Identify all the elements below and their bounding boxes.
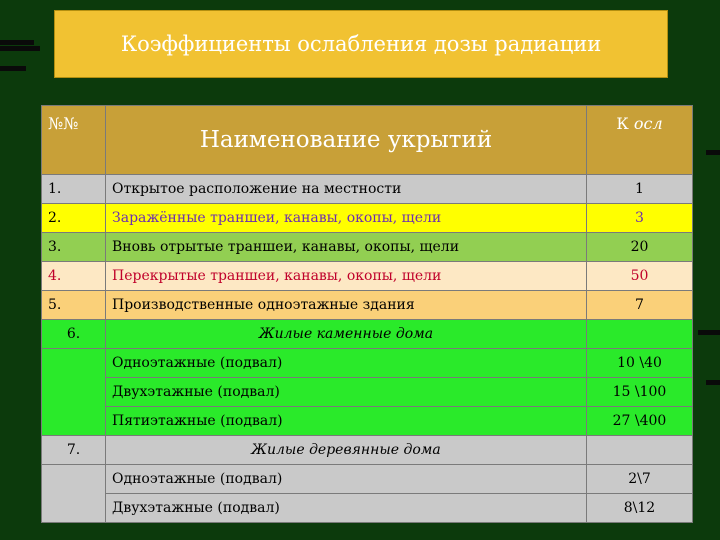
group-header-row (42, 320, 693, 349)
row-num: 2. (42, 204, 106, 233)
group-title: Жилые деревянные дома (106, 436, 587, 465)
table-row (42, 349, 693, 378)
table-row (42, 175, 693, 204)
header-k-subscript: осл (633, 114, 663, 133)
row-name: Одноэтажные (подвал) (106, 465, 587, 494)
table-row (42, 262, 693, 291)
table-header-row (42, 106, 693, 175)
row-value: 8\12 (587, 494, 693, 523)
row-name: Пятиэтажные (подвал) (106, 407, 587, 436)
group-title: Жилые каменные дома (106, 320, 587, 349)
row-value: 15 \100 (587, 378, 693, 407)
row-value: 1 (587, 175, 693, 204)
header-k (587, 106, 693, 175)
row-num: 1. (42, 175, 106, 204)
header-name: Наименование укрытий (106, 106, 587, 175)
group-header-row (42, 436, 693, 465)
decor-stripe (0, 66, 26, 71)
decor-stripe (0, 40, 34, 45)
decor-stripe (0, 46, 40, 51)
row-name: Двухэтажные (подвал) (106, 494, 587, 523)
group-num-spacer (42, 465, 106, 523)
table-row (42, 291, 693, 320)
row-name: Перекрытые траншеи, канавы, окопы, щели (106, 262, 587, 291)
row-name: Двухэтажные (подвал) (106, 378, 587, 407)
group-num-spacer (42, 349, 106, 436)
row-value: 10 \40 (587, 349, 693, 378)
table-row (42, 407, 693, 436)
group-num: 6. (42, 320, 106, 349)
row-value: 3 (587, 204, 693, 233)
group-num: 7. (42, 436, 106, 465)
row-num: 3. (42, 233, 106, 262)
table-row (42, 233, 693, 262)
table-row (42, 494, 693, 523)
row-value: 7 (587, 291, 693, 320)
attenuation-table (41, 105, 693, 523)
table-row (42, 378, 693, 407)
header-k-label: К (616, 114, 629, 133)
row-name: Открытое расположение на местности (106, 175, 587, 204)
group-value-empty (587, 320, 693, 349)
row-value: 50 (587, 262, 693, 291)
row-value: 27 \400 (587, 407, 693, 436)
group-value-empty (587, 436, 693, 465)
decor-stripe (706, 150, 720, 155)
slide-title: Коэффициенты ослабления дозы радиации (54, 10, 668, 78)
row-num: 5. (42, 291, 106, 320)
header-num: №№ (42, 106, 106, 175)
row-value: 2\7 (587, 465, 693, 494)
row-name: Вновь отрытые траншеи, канавы, окопы, щели (106, 233, 587, 262)
table-row (42, 204, 693, 233)
row-name: Производственные одноэтажные здания (106, 291, 587, 320)
row-name: Заражённые траншеи, канавы, окопы, щели (106, 204, 587, 233)
row-name: Одноэтажные (подвал) (106, 349, 587, 378)
table-row (42, 465, 693, 494)
decor-stripe (706, 380, 720, 385)
row-value: 20 (587, 233, 693, 262)
row-num: 4. (42, 262, 106, 291)
decor-stripe (698, 330, 720, 335)
